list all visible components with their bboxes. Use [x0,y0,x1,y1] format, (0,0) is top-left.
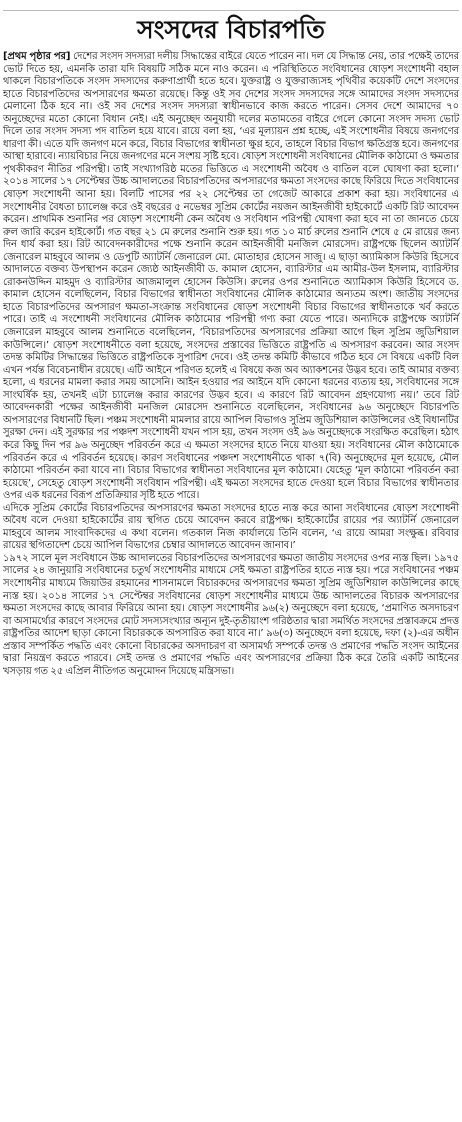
paragraph-text-1: দেশের সংসদ সদস্যরা দলীয় সিদ্ধান্তের বাইরে যেতে পারেন না। দল যে সিদ্ধান্ত নেয়, তার পক্ষেই তাদের ভোট দিতে হয়, এমনকি তারা যদি বিষয়টি সঠিক মনে নাও করেন। এ পরিস্থিতিতে সংবিধানের ষোড়শ সংশোধনী বহাল থাকলে বিচারপতিকে সংসদ সদস্যদের করুণাপ্রার্থী হতে হবে। যুক্তরাষ্ট্র ও যুক্তরাজ্যসহ পৃথিবীর কয়েকটি দেশে সংসদের হাতে বিচারপতিদের অপসারণের ক্ষমতা রয়েছে। কিন্তু ওই সব দেশের সংসদ সদস্যদের সঙ্গে আমাদের সংসদ সদস্যদের মেলানো ঠিক হবে না। ওই সব দেশের সংসদ সদস্যরা স্বাধীনভাবে কাজ করতে পারেন। সেসব দেশে আমাদের ৭০ অনুচ্ছেদের মতো কোনো বিধান নেই। এই অনুচ্ছেদ অনুযায়ী দলের মতামতের বাইরে গেলে কোনো সংসদ সদস্য ভোট দিলে তার সংসদ সদস্য পদ বাতিল হয়ে যাবে। রায়ে বলা হয়, ‘এর মূল্যায়ন প্রশ্ন হচ্ছে, এই সংশোধনীর বিষয়ে জনগণের ধারণা কী। এতে যদি জনগণ মনে করে, বিচার বিভাগের স্বাধীনতা ক্ষুণ্ণ হবে, তাহলে বিচার বিভাগ ক্ষতিগ্রস্ত হবে। জনগণের আস্থা হারাবে। ন্যায়বিচার নিয়ে জনগণের মনে সংশয় সৃষ্টি হবে। ষোড়শ সংশোধনী সংবিধানের মৌলিক কাঠামো ও ক্ষমতার পৃথকীকরণ নীতির পরিপন্থী। তাই সংখ্যাগরিষ্ঠ মতের ভিত্তিতে এ সংশোধনী অবৈধ ও বাতিল বলে ঘোষণা করা হলো।’ ২০১৪ সালের ১৭ সেপ্টেম্বর উচ্চ আদালতের বিচারপতিদের অপসারণের ক্ষমতা সংসদের কাছে ফিরিয়ে দিতে সংবিধানের ষোড়শ সংশোধনী আনা হয়। বিলটি পাসের পর ২২ সেপ্টেম্বর তা গেজেট আকারে প্রকাশ করা হয়। সংবিধানের এ সংশোধনীর বৈধতা চ্যালেঞ্জ করে ওই বছরের ৫ নভেম্বর সুপ্রিম কোর্টের নয়জন আইনজীবী হাইকোর্টে একটি রিট আবেদন করেন। প্রাথমিক শুনানির পর ষোড়শ সংশোধনী কেন অবৈধ ও সংবিধান পরিপন্থী ঘোষণা করা হবে না তা জানতে চেয়ে রুল জারি করেন হাইকোর্ট। গত বছর ২১ মে রুলের শুনানি শুরু হয়। গত ১০ মার্চ রুলের শুনানি শেষে ৫ মে রায়ের জন্য দিন ধার্য করা হয়। রিট আবেদনকারীদের পক্ষে শুনানি করেন আইনজীবী মনজিল মোরসেদ। রাষ্ট্রপক্ষে ছিলেন অ্যাটর্নি জেনারেল মাহবুবে আলম ও ডেপুটি অ্যাটর্নি জেনারেল মো. মোতাহার হোসেন সাজু। এ ছাড়া অ্যামিকাস কিউরি হিসেবে আদালতে বক্তব্য উপস্থাপন করেন জ্যেষ্ঠ আইনজীবী ড. কামাল হোসেন, ব্যারিস্টার এম আমীর-উল ইসলাম, ব্যারিস্টার রোকনউদ্দিন মাহমুদ ও ব্যারিস্টার আজমালুল হোসেন কিউসি। রুলের ওপর শুনানিতে অ্যামিকাস কিউরি হিসেবে ড. কামাল হোসেন বলেছিলেন, বিচার বিভাগের স্বাধীনতা সংবিধানের মৌলিক কাঠামোর অন্যতম অংশ। জাতীয় সংসদের হাতে বিচারপতিদের অপসারণ ক্ষমতা-সংক্রান্ত সংবিধানের ষোড়শ সংশোধনী বিচার বিভাগের স্বাধীনতাকে খর্ব করতে পারে। তাই এ সংশোধনী সংবিধানের মৌলিক কাঠামোর পরিপন্থী গণ্য করা যেতে পারে। অন্যদিকে রাষ্ট্রপক্ষে অ্যাটর্নি জেনারেল মাহবুবে আলম শুনানিতে বলেছিলেন, ‘বিচারপতিদের অপসারণের প্রক্রিয়া আগে ছিল সুপ্রিম জুডিশিয়াল কাউন্সিলে।’ ষোড়শ সংশোধনীতে বলা হয়েছে, সংসদের প্রস্তাবের ভিত্তিতে রাষ্ট্রপতি এ অপসারণ করবেন। আর সংসদ তদন্ত কমিটির সিদ্ধান্তের ভিত্তিতে রাষ্ট্রপতিকে সুপারিশ দেবে। ওই তদন্ত কমিটি কীভাবে গঠিত হবে সে বিষয়ে একটি বিল এখন পর্যন্ত বিবেচনাধীন রয়েছে। এটি আইনে পরিণত হলেই এ বিষয়ে কজ অব অ্যাকশনের উদ্ভব হবে। তাই আমার বক্তব্য হলো, এ ধরনের মামলা করার সময় আসেনি। আইন হওয়ার পর আইনে যদি কোনো ধরনের ব্যত্যয় হয়, সংবিধানের সঙ্গে সাংঘর্ষিক হয়, তখনই এটা চ্যালেঞ্জ করার কারণের উদ্ভব হবে। এ কারণে রিট আবেদন গ্রহণযোগ্য নয়।’ তবে রিট আবেদনকারী পক্ষের আইনজীবী মনজিল মোরসেদ শুনানিতে বলেছিলেন, সংবিধানের ৯৬ অনুচ্ছেদে বিচারপতি অপসারণের বিধানটি ছিল। পঞ্চম সংশোধনী মামলার রায়ে আপিল বিভাগও সুপ্রিম জুডিশিয়াল কাউন্সিলের ওই বিধানটির সুরক্ষা দেন। এই সুরক্ষার পর পঞ্চদশ সংশোধনী যখন পাস হয়, তখন সংসদ ওই ৯৬ অনুচ্ছেদকে সংরক্ষিত করেছিল। হঠাৎ করে কিছু দিন পর ৯৬ অনুচ্ছেদ পরিবর্তন করে এ ক্ষমতা সংসদের হাতে নিয়ে যাওয়া হয়। সংবিধানের মৌল কাঠামোকে পরিবর্তন করে এ পরিবর্তন হয়েছে। কারণ সংবিধানের পঞ্চদশ সংশোধনীতে থাকা ৭(বি) অনুচ্ছেদের মূল হয়েছে, মৌল কাঠামো পরিবর্তন করা যাবে না। বিচার বিভাগের স্বাধীনতা সংবিধানের মূল কাঠামো। যেহেতু ‘মূল কাঠামো পরিবর্তন করা হয়েছে’, সেহেতু ষোড়শ সংশোধনী সংবিধান পরিপন্থী। এই ক্ষমতা সংসদের হাতে দেওয়া হলে বিচার বিভাগের স্বাধীনতার ওপর এক ধরনের বিরূপ প্রতিক্রিয়ার সৃষ্টি হতে পারে। [3,51,460,502]
top-strip [3,0,459,11]
article-paragraph-3: ১৯৭২ সালে মূল সংবিধানে উচ্চ আদালতের বিচারপতিদের অপসারণের ক্ষমতা জাতীয় সংসদের ওপর ন্যস্ত ছিল। ১৯৭৫ সালের ২৪ জানুয়ারি সংবিধানের চতুর্থ সংশোধনীর মাধ্যমে সেই ক্ষমতা রাষ্ট্রপতির হাতে ন্যস্ত হয়। পরে সংবিধানের পঞ্চম সংশোধনীর মাধ্যমে জিয়াউর রহমানের শাসনামলে বিচারকদের অপসারণের ক্ষমতা সুপ্রিম জুডিশিয়াল কাউন্সিলের কাছে ন্যস্ত হয়। ২০১৪ সালের ১৭ সেপ্টেম্বর সংবিধানের ষোড়শ সংশোধনীর মাধ্যমে উচ্চ আদালতের বিচারক অপসারণের ক্ষমতা সংসদের কাছে আবার ফিরিয়ে আনা হয়। ষোড়শ সংশোধনীর ৯৬(২) অনুচ্ছেদে বলা হয়েছে, ‘প্রমাণিত অসদাচরণ বা অসামর্থ্যের কারণে সংসদের মোট সদস্যসংখ্যার অন্যূন দুই-তৃতীয়াংশ গরিষ্ঠতার দ্বারা সমর্থিত সংসদের প্রস্তাবক্রমে প্রদত্ত রাষ্ট্রপতির আদেশ ছাড়া কোনো বিচারককে অপসারিত করা যাবে না।’ ৯৬(৩) অনুচ্ছেদে বলা হয়েছে, দফা (২)-এর অধীন প্রস্তাব সম্পর্কিত পদ্ধতি এবং কোনো বিচারকের অসদাচরণ বা অসামর্থ্য সম্পর্কে তদন্ত ও প্রমাণের পদ্ধতি সংসদ আইনের দ্বারা নিয়ন্ত্রণ করতে পারবে। সেই তদন্ত ও প্রমাণের পদ্ধতি এবং অপসারণের প্রক্রিয়া ঠিক করে তৈরি একটি আইনের খসড়ায় গত ২৫ এপ্রিল নীতিগত অনুমোদন দিয়েছে মন্ত্রিসভা। [3,552,459,677]
article-paragraph-1 [3,51,459,503]
article-paragraph-2: এদিকে সুপ্রিম কোর্টের বিচারপতিদের অপসারণের ক্ষমতা সংসদের হাতে ন্যস্ত করে আনা সংবিধানের ষোড়শ সংশোধনী অবৈধ বলে দেওয়া হাইকোর্টের রায় স্থগিত চেয়ে আবেদন করবে রাষ্ট্রপক্ষ। হাইকোর্টের রায়ের পর অ্যাটর্নি জেনারেল মাহবুবে আলম সাংবাদিকদের এ কথা বলেন। গতকাল নিজ কার্যালয়ে তিনি বলেন, ‘এ রায়ে আমরা সংক্ষুব্ধ। রবিবার রায়ের স্থগিতাদেশ চেয়ে আপিল বিভাগের চেম্বার আদালতে আবেদন জানাব।’ [3,502,459,552]
continuation-label: [প্রথম পৃষ্ঠার পর] [3,51,71,62]
article-headline: সংসদের বিচারপতি [137,15,325,44]
article-body [3,51,459,678]
